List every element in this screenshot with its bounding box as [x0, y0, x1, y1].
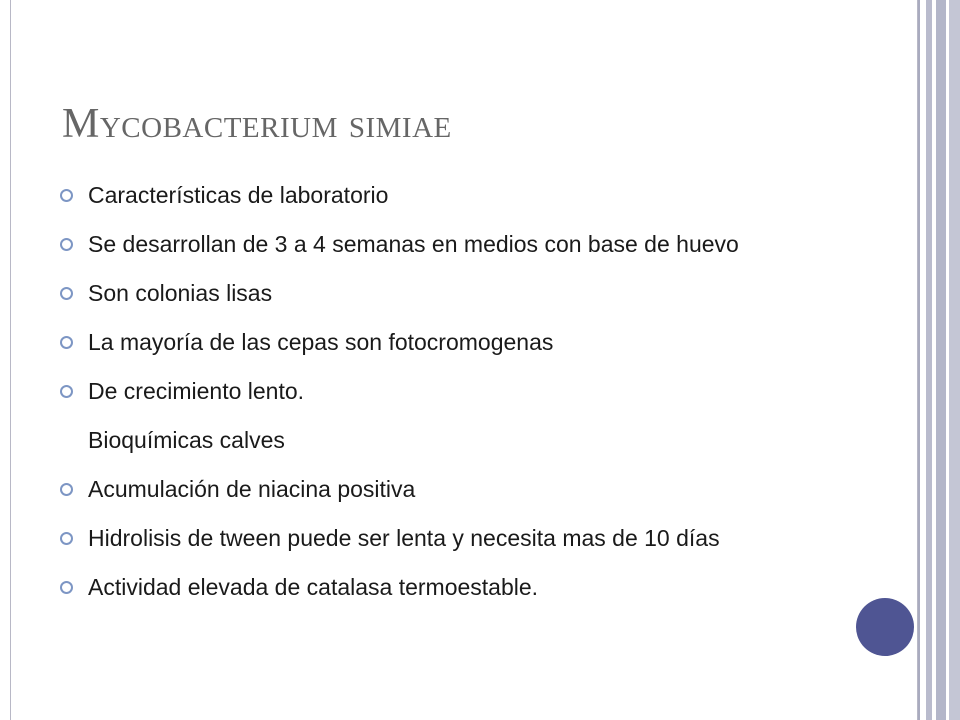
bullet-text: Se desarrollan de 3 a 4 semanas en medios con base de huevo: [88, 231, 739, 257]
bullet-text: De crecimiento lento.: [88, 378, 305, 404]
stripe: [918, 0, 926, 720]
bullet-item: [60, 374, 820, 408]
stripe: [936, 0, 946, 720]
bullet-marker-icon: [60, 189, 73, 202]
decorative-stripes: [918, 0, 960, 720]
accent-circle: [856, 598, 914, 656]
bullet-marker-icon: [60, 385, 73, 398]
bullet-item: [60, 570, 820, 604]
bullet-item: [60, 227, 820, 261]
bullet-marker-icon: [60, 287, 73, 300]
bullet-text: Acumulación de niacina positiva: [88, 476, 416, 502]
bullet-text: Hidrolisis de tween puede ser lenta y necesita mas de 10 días: [88, 525, 720, 551]
bullet-text: Son colonias lisas: [88, 280, 273, 306]
bullet-item: [60, 178, 820, 212]
stripe: [949, 0, 960, 720]
bullet-text: Características de laboratorio: [88, 182, 389, 208]
bullet-text: Actividad elevada de catalasa termoestable.: [88, 574, 539, 600]
bullet-marker-icon: [60, 532, 73, 545]
bullet-marker-icon: [60, 336, 73, 349]
bullet-text: La mayoría de las cepas son fotocromogenas: [88, 329, 554, 355]
bullet-text: Bioquímicas calves: [88, 427, 285, 453]
bullet-item: [60, 276, 820, 310]
bullet-item: [60, 521, 820, 555]
bullet-item-no-marker: [60, 423, 820, 457]
bullet-marker-icon: [60, 238, 73, 251]
bullet-marker-icon: [60, 581, 73, 594]
bullet-marker-icon: [60, 483, 73, 496]
bullet-item: [60, 325, 820, 359]
bullet-item: [60, 472, 820, 506]
slide-title: Mycobacterium simiae: [62, 101, 452, 147]
bullet-list: [60, 178, 820, 619]
